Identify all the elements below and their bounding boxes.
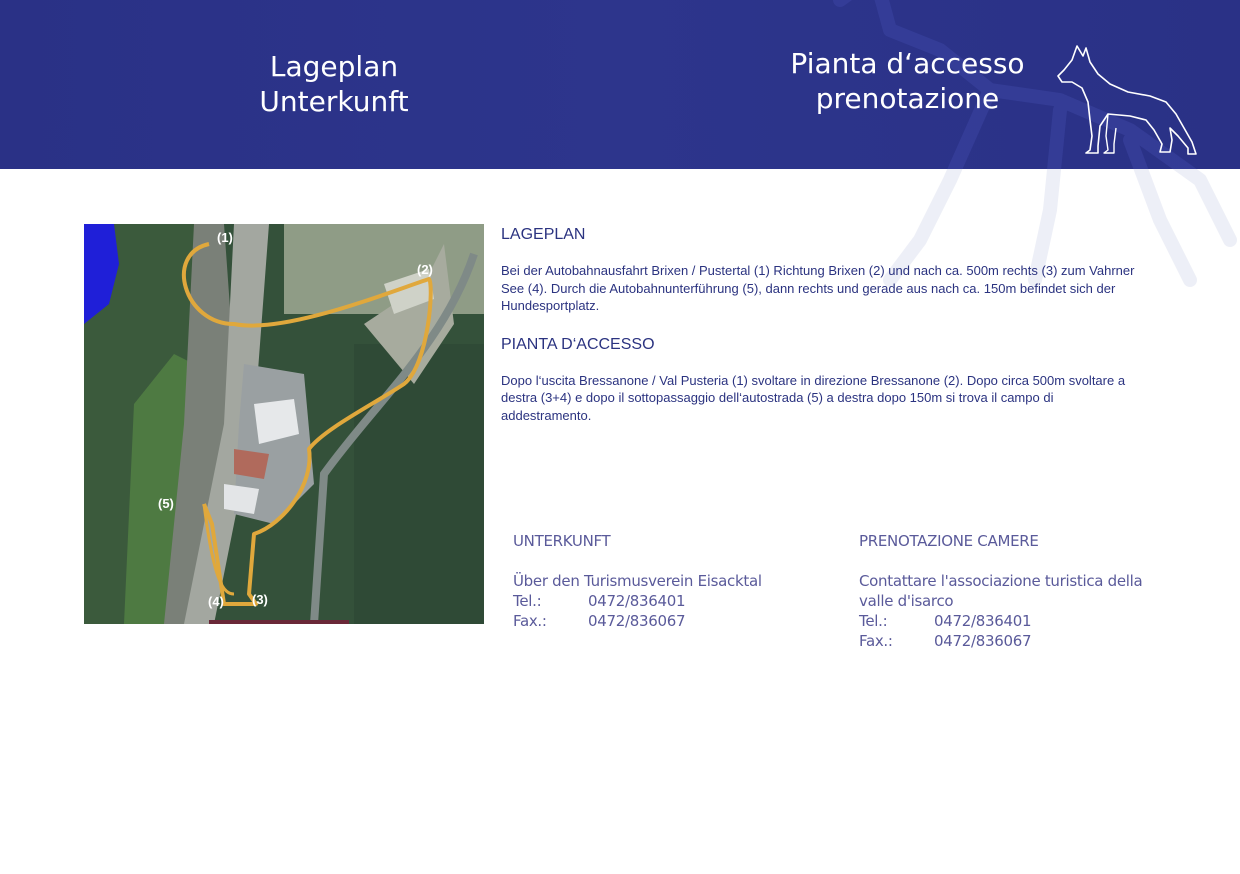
prenotazione-contact (859, 531, 1159, 651)
title-right-line1: Pianta d‘accesso (790, 47, 1025, 80)
fax-label: Fax.: (513, 612, 547, 630)
map-marker-5: (5) (158, 496, 174, 511)
lageplan-text-last-line: Hundesportplatz. (501, 298, 600, 313)
title-right-line2: prenotazione (815, 82, 1000, 115)
pianta-heading: PIANTA D‘ACCESSO (501, 335, 655, 353)
aerial-map-image (84, 224, 484, 624)
tel-number: 0472/836401 (934, 612, 1032, 630)
map-marker-1: (1) (217, 230, 233, 245)
page-title-german (214, 49, 454, 119)
unterkunft-fax-row (513, 611, 833, 631)
map-marker-3: (3) (252, 592, 268, 607)
directions-text (501, 224, 1141, 424)
unterkunft-line: Über den Turismusverein Eisacktal (513, 572, 762, 590)
tel-label: Tel.: (859, 612, 888, 630)
map-marker-2: (2) (417, 262, 433, 277)
header-banner (0, 0, 1240, 169)
tel-label: Tel.: (513, 592, 542, 610)
pianta-text: Dopo l‘uscita Bressanone / Val Pusteria (1) svoltare in direzione Bressanone (2). Dopo circa 500m svoltare a destra (3+4) e dopo il sottopassaggio dell‘autostrada (5) a destra dopo 150m si trova il campo di addestramento. (501, 372, 1126, 423)
title-left-line2: Unterkunft (259, 85, 409, 118)
unterkunft-heading: UNTERKUNFT (513, 532, 611, 550)
page-title-italian (760, 46, 1055, 116)
unterkunft-tel-row (513, 591, 833, 611)
unterkunft-contact (513, 531, 833, 631)
shepherd-dog-logo-icon (1050, 40, 1200, 160)
lageplan-text: Bei der Autobahnausfahrt Brixen / Pustertal (1) Richtung Brixen (2) und nach ca. 500m rechts (3) zum Vahrner See (4). Durch die Autobahnunterführung (5), dann rechts und gerade aus nach ca. 150m befindet sich der (501, 263, 1135, 296)
tel-number: 0472/836401 (588, 592, 686, 610)
prenotazione-tel-row (859, 611, 1159, 631)
prenotazione-heading: PRENOTAZIONE CAMERE (859, 532, 1039, 550)
lageplan-heading: LAGEPLAN (501, 226, 586, 243)
title-left-line1: Lageplan (269, 50, 399, 83)
fax-number: 0472/836067 (934, 632, 1032, 650)
prenotazione-line: Contattare l'associazione turistica della valle d'isarco (859, 572, 1143, 610)
prenotazione-fax-row (859, 631, 1159, 651)
map-marker-4: (4) (208, 594, 224, 609)
fax-number: 0472/836067 (588, 612, 686, 630)
fax-label: Fax.: (859, 632, 893, 650)
